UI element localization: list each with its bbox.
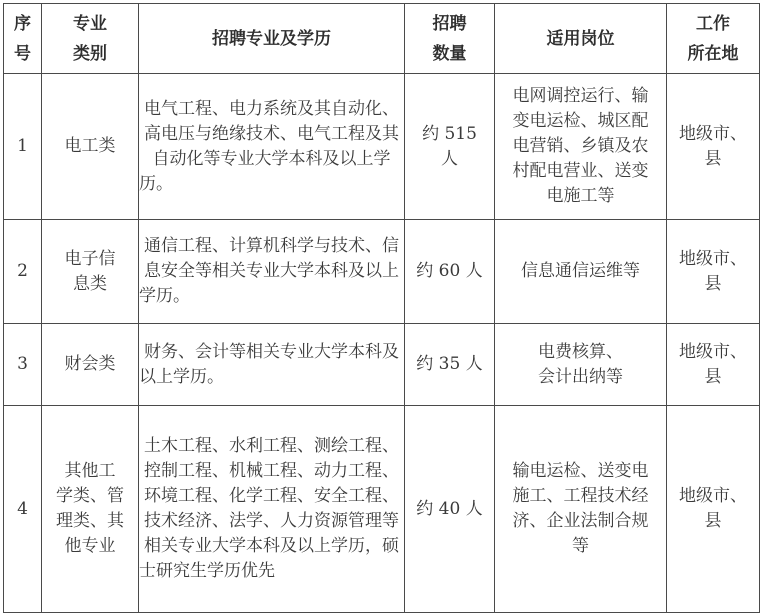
recruitment-table	[3, 3, 760, 613]
header-location: 工作 所在地	[667, 4, 760, 74]
header-quantity: 招聘 数量	[405, 4, 495, 74]
header-row	[4, 4, 760, 74]
table-row	[4, 324, 760, 406]
row-location: 地级市、 县	[667, 406, 760, 613]
row-quantity: 约 40 人	[405, 406, 495, 613]
row-quantity: 约 515 人	[405, 74, 495, 220]
row-majors: 电气工程、电力系统及其自动化、高电压与绝缘技术、电气工程及其自动化等专业大学本科及以上学历。	[139, 74, 405, 220]
row-location: 地级市、 县	[667, 74, 760, 220]
row-category: 财会类	[42, 324, 139, 406]
row-posts: 电网调控运行、输 变电运检、城区配 电营销、乡镇及农 村配电营业、送变 电施工等	[495, 74, 667, 220]
row-posts: 输电运检、送变电 施工、工程技术经 济、企业法制合规 等	[495, 406, 667, 613]
row-category: 电子信 息类	[42, 220, 139, 324]
row-index: 2	[4, 220, 42, 324]
row-posts: 信息通信运维等	[495, 220, 667, 324]
row-index: 3	[4, 324, 42, 406]
header-majors: 招聘专业及学历	[139, 4, 405, 74]
header-posts: 适用岗位	[495, 4, 667, 74]
table-row	[4, 220, 760, 324]
row-index: 4	[4, 406, 42, 613]
header-category: 专业 类别	[42, 4, 139, 74]
row-majors: 财务、会计等相关专业大学本科及以上学历。	[139, 324, 405, 406]
row-majors: 通信工程、计算机科学与技术、信息安全等相关专业大学本科及以上学历。	[139, 220, 405, 324]
table-row	[4, 74, 760, 220]
row-majors: 土木工程、水利工程、测绘工程、控制工程、机械工程、动力工程、环境工程、化学工程、安全工程、技术经济、法学、人力资源管理等相关专业大学本科及以上学历，硕士研究生学历优先	[139, 406, 405, 613]
row-quantity: 约 35 人	[405, 324, 495, 406]
row-category: 电工类	[42, 74, 139, 220]
header-index: 序 号	[4, 4, 42, 74]
row-quantity: 约 60 人	[405, 220, 495, 324]
row-category: 其他工 学类、管 理类、其 他专业	[42, 406, 139, 613]
table-row	[4, 406, 760, 613]
row-location: 地级市、 县	[667, 324, 760, 406]
row-location: 地级市、 县	[667, 220, 760, 324]
row-index: 1	[4, 74, 42, 220]
row-posts: 电费核算、 会计出纳等	[495, 324, 667, 406]
